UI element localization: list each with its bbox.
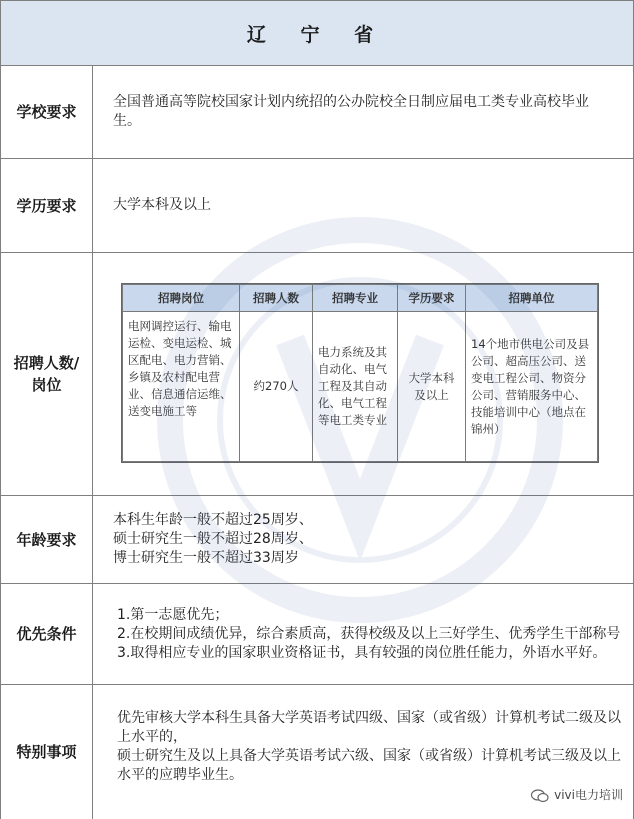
degree-cell: 大学本科及以上 — [398, 312, 466, 462]
school-requirement-text: 全国普通高等院校国家计划内统招的公办院校全日制应届电工类专业高校毕业生。 — [113, 94, 589, 129]
column-header: 招聘人数 — [240, 285, 313, 312]
wechat-watermark — [531, 786, 623, 805]
row-label: 年龄要求 — [0, 496, 93, 583]
column-header: 学历要求 — [398, 285, 466, 312]
positions-table — [121, 283, 599, 463]
row-label — [0, 253, 93, 495]
age-line: 本科生年龄一般不超过25周岁、 — [113, 512, 313, 528]
province-header — [0, 0, 634, 66]
column-header: 招聘岗位 — [123, 285, 240, 312]
table-header-row — [123, 285, 598, 312]
count-cell: 约270人 — [240, 312, 313, 462]
priority-line: 3.取得相应专业的国家职业资格证书，具有较强的岗位胜任能力，外语水平好。 — [117, 644, 607, 661]
special-line: 硕士研究生及以上具备大学英语考试六级、国家（或省级）计算机考试三级及以上水平的应聘毕业生。 — [117, 748, 621, 783]
column-header: 招聘专业 — [313, 285, 398, 312]
school-requirement-row — [0, 66, 634, 159]
row-label: 学校要求 — [0, 66, 93, 158]
priority-line: 2.在校期间成绩优异，综合素质高，获得校级及以上三好学生、优秀学生干部称号 — [117, 625, 621, 642]
unit-cell: 14个地市供电公司及县公司、超高压公司、送变电工程公司、物资分公司、营销服务中心、技能培训中心（地点在锦州） — [466, 312, 598, 462]
row-label: 优先条件 — [0, 584, 93, 684]
special-line: 优先审核大学本科生具备大学英语考试四级、国家（或省级）计算机考试二级及以上水平的， — [117, 710, 621, 745]
priority-line: 1.第一志愿优先； — [117, 606, 229, 623]
table-row — [123, 312, 598, 462]
row-label-line: 岗位 — [31, 376, 62, 394]
age-line: 硕士研究生一般不超过28周岁、 — [113, 531, 313, 547]
row-label-line: 招聘人数/ — [13, 354, 80, 372]
wechat-icon — [531, 789, 549, 803]
special-matters-row — [0, 685, 634, 819]
major-cell: 电力系统及其自动化、电气工程及其自动化、电气工程等电工类专业 — [313, 312, 398, 462]
page-title: 辽 宁 省 — [246, 23, 388, 46]
age-line: 博士研究生一般不超过33周岁 — [113, 550, 299, 566]
education-requirement-row — [0, 159, 634, 253]
education-requirement-text: 大学本科及以上 — [113, 197, 211, 213]
priority-conditions-row — [0, 584, 634, 685]
positions-row — [0, 253, 634, 496]
column-header: 招聘单位 — [466, 285, 598, 312]
post-cell: 电网调控运行、输电运检、变电运检、城区配电、电力营销、乡镇及农村配电营业、信息通信运维、送变电施工等 — [123, 312, 240, 462]
row-label: 学历要求 — [0, 159, 93, 252]
row-label: 特别事项 — [0, 685, 93, 819]
age-requirement-row — [0, 496, 634, 584]
watermark-label: vivi电力培训 — [554, 788, 623, 802]
